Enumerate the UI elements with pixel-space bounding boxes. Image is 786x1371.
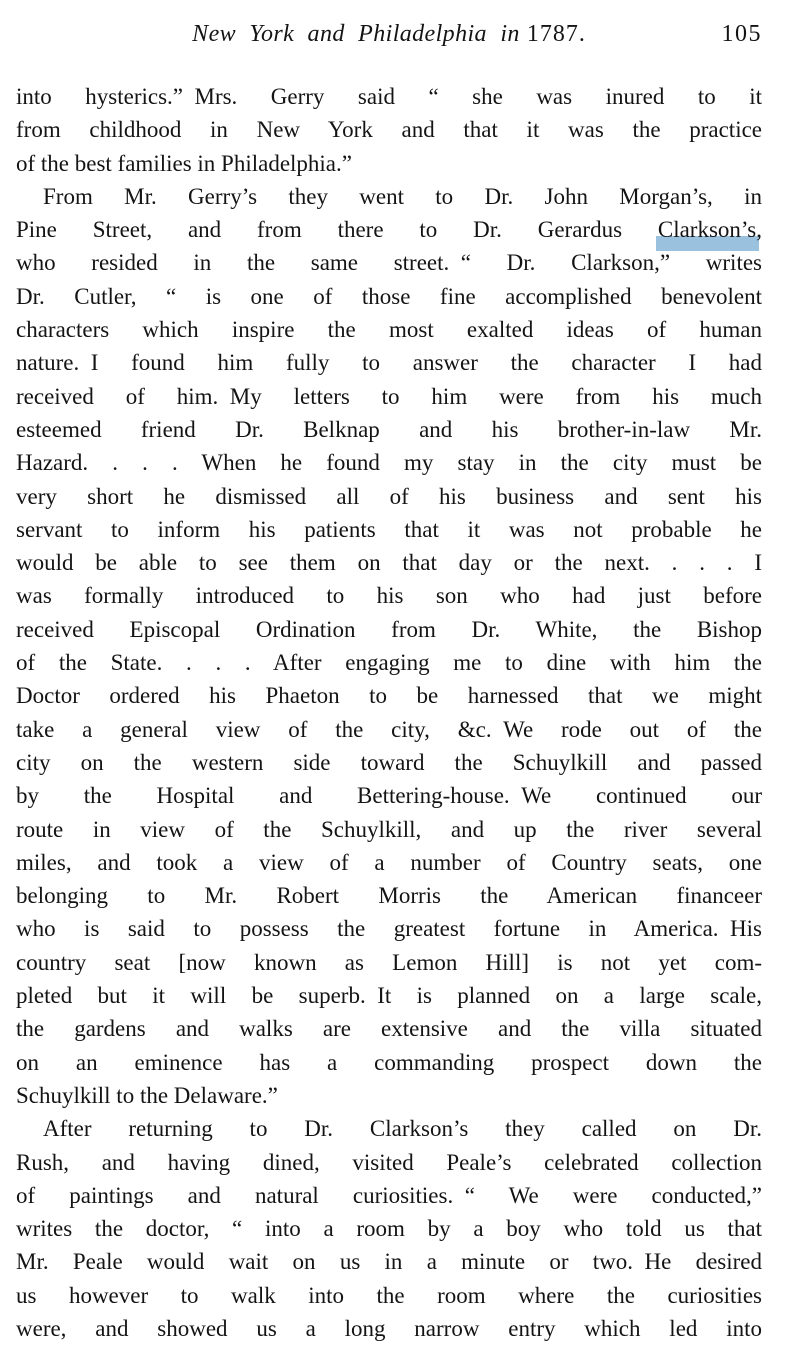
paragraph [16, 180, 762, 1112]
running-title-text: New York and Philadelphia in [192, 21, 520, 47]
text-line [16, 213, 762, 246]
text-line: us however to walk into the room where the curiosities [16, 1282, 762, 1308]
text-line: from childhood in New York and that it was the practice [16, 117, 762, 143]
text-line: Rush, and having dined, visited Peale’s celebrated collection [16, 1149, 762, 1175]
text-line: country seat [now known as Lemon Hill] is not yet com- [16, 949, 762, 975]
paragraph [16, 1112, 762, 1345]
running-title [16, 21, 762, 48]
text-line: into hysterics.” Mrs. Gerry said “ she was inured to it [16, 84, 762, 109]
text-line: writes the doctor, “ into a room by a boy who told us that [16, 1216, 762, 1242]
page-body [16, 80, 762, 1345]
text-line: From Mr. Gerry’s they went to Dr. John Morgan’s, in [43, 183, 762, 209]
text-line: characters which inspire the most exalted ideas of human [16, 317, 762, 343]
text-segment: Pine Street, and from there to Dr. Gerardus [16, 217, 658, 243]
page-number: 105 [721, 21, 762, 47]
text-line: nature. I found him fully to answer the character I had [16, 350, 762, 376]
paragraph [16, 80, 762, 180]
text-line: received Episcopal Ordination from Dr. White, the Bishop [16, 616, 762, 642]
text-line: of paintings and natural curiosities. “ We were conducted,” [16, 1182, 762, 1208]
text-line: esteemed friend Dr. Belknap and his brother-in-law Mr. [16, 416, 762, 442]
running-title-year: 1787. [526, 21, 586, 47]
text-line: belonging to Mr. Robert Morris the American financeer [16, 883, 762, 909]
text-line: of the best families in Philadelphia.” [16, 150, 352, 176]
text-line: would be able to see them on that day or the next. . . . I [16, 550, 762, 576]
text-line: take a general view of the city, &c. We rode out of the [16, 716, 762, 742]
text-line: of the State. . . . After engaging me to dine with him the [16, 650, 762, 676]
text-line: Dr. Cutler, “ is one of those fine accomplished benevolent [16, 283, 762, 309]
text-line: the gardens and walks are extensive and the villa situated [16, 1016, 762, 1042]
text-line: pleted but it will be superb. It is planned on a large scale, [16, 983, 762, 1009]
text-line: received of him. My letters to him were from his much [16, 383, 762, 409]
text-line: who is said to possess the greatest fortune in America. His [16, 916, 762, 942]
text-segment: , [756, 217, 762, 243]
text-line: by the Hospital and Bettering-house. We continued our [16, 783, 762, 809]
text-line: Hazard. . . . When he found my stay in the city must be [16, 450, 762, 476]
text-line: city on the western side toward the Schuylkill and passed [16, 749, 762, 775]
selection-highlighted-word: Clarkson’s [657, 217, 757, 243]
text-line: servant to inform his patients that it was not probable he [16, 516, 762, 542]
text-line: who resided in the same street. “ Dr. Clarkson,” writes [16, 250, 762, 276]
text-line: very short he dismissed all of his business and sent his [16, 483, 762, 509]
text-line: After returning to Dr. Clarkson’s they called on Dr. [43, 1116, 762, 1142]
text-line: Schuylkill to the Delaware.” [16, 1082, 278, 1108]
text-line: on an eminence has a commanding prospect down the [16, 1049, 762, 1075]
text-line: were, and showed us a long narrow entry which led into [16, 1315, 762, 1341]
text-line: route in view of the Schuylkill, and up the river several [16, 816, 762, 842]
page-header [16, 21, 762, 55]
text-line: miles, and took a view of a number of Country seats, one [16, 849, 762, 875]
text-line: Doctor ordered his Phaeton to be harnessed that we might [16, 683, 762, 709]
text-line: was formally introduced to his son who had just before [16, 583, 762, 609]
text-line: Mr. Peale would wait on us in a minute or two. He desired [16, 1249, 762, 1275]
